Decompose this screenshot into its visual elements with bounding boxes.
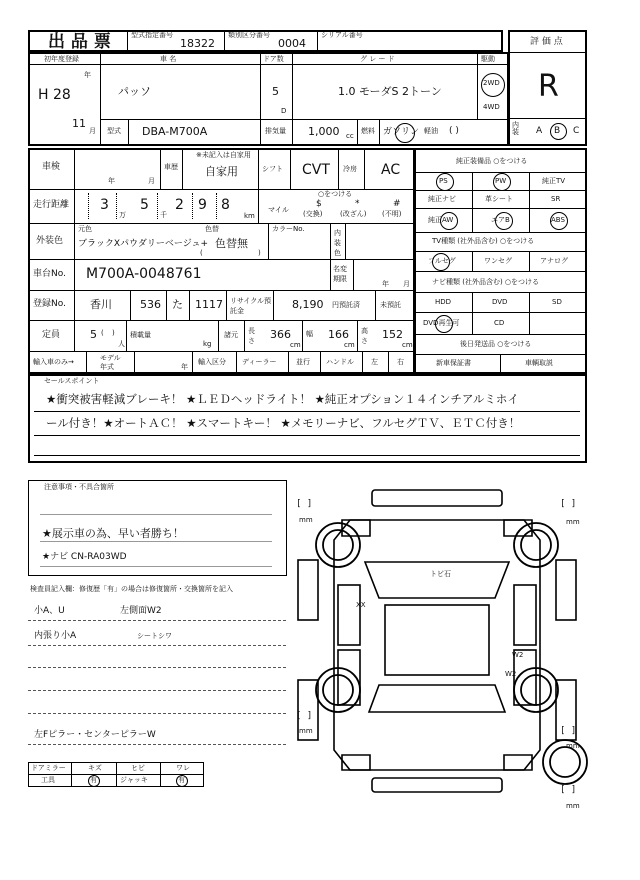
mileage-sen-unit: 千 xyxy=(160,211,167,219)
damage-mark-w2-a: W2 xyxy=(512,651,524,659)
recycle-none: 未預託 xyxy=(380,301,401,309)
color-orig-label: 元色 xyxy=(78,225,92,233)
history-note: ※未記入は自家用 xyxy=(196,151,251,159)
drive-label: 駆動 xyxy=(481,55,495,63)
reg-number: 1117 xyxy=(195,298,223,311)
doors-label: ドア数 xyxy=(263,55,284,63)
capacity-value: 5 xyxy=(90,328,97,341)
chassis-number: M700A-0048761 xyxy=(86,266,202,282)
tamper-option: (改ざん) xyxy=(340,210,367,218)
equip-ps: PS xyxy=(439,177,448,185)
history-value: 自家用 xyxy=(205,165,238,178)
tool-has: 有 xyxy=(90,776,97,784)
mileage-man-unit: 万 xyxy=(119,211,126,219)
month-unit: 月 xyxy=(89,127,96,135)
recycle-label: リサイクル預託金 xyxy=(230,297,272,315)
handle-label: ハンドル xyxy=(326,358,354,366)
length-label: 長さ xyxy=(248,327,255,345)
inspector-line-3: 左Fピラー・センターピラーW xyxy=(34,730,156,740)
diesel-label: 軽油 xyxy=(424,127,438,135)
chassis-label: 車台No. xyxy=(33,269,66,279)
navi-sd: SD xyxy=(552,298,562,306)
notes-line-2: ★ナビ CN-RA03WD xyxy=(42,552,127,562)
score-label: 評 価 点 xyxy=(530,37,563,47)
serial-label: シリアル番号 xyxy=(321,31,363,39)
dims-label: 諸元 xyxy=(224,331,238,339)
inspector-line-2-a: 内張り小A xyxy=(34,631,77,641)
grade-value: 1.0 モーダS 2トーン xyxy=(338,85,442,98)
equip-tv: 純正TV xyxy=(542,177,566,185)
door-suffix: D xyxy=(281,107,287,115)
docs-warranty: 新車保証書 xyxy=(436,359,471,367)
form-title: 出 品 票 xyxy=(48,32,111,52)
door-count: 5 xyxy=(272,85,279,98)
navi-header: ナビ種類 (社外品含む) ○をつける xyxy=(432,278,540,286)
color-change-value: 色替無 xyxy=(215,237,248,250)
history-label: 車歴 xyxy=(164,163,178,171)
tire-bracket-rl: [ ] xyxy=(296,711,313,721)
mileage-digit-5: 8 xyxy=(221,197,230,213)
tv-analog: アナログ xyxy=(540,257,568,265)
tire-bracket-spare: [ ] xyxy=(560,785,577,795)
height-unit: cm xyxy=(402,341,413,349)
displacement-unit: cc xyxy=(346,132,354,140)
shift-label: シフト xyxy=(262,165,283,173)
jack-has: 有 xyxy=(178,776,185,784)
tire-bracket-fr: [ ] xyxy=(560,499,577,509)
drive-4wd: 4WD xyxy=(483,103,500,111)
model-year-unit: 年 xyxy=(181,363,188,371)
docs-header: 後日発送品 ○をつける xyxy=(460,340,532,348)
name-change-month-unit: 月 xyxy=(403,280,410,288)
mileage-label: 走行距離 xyxy=(33,200,70,210)
color-value: ブラックXパウダリーベージュ+ xyxy=(78,239,209,249)
tire-mm-rr: mm xyxy=(566,742,580,750)
fuel-value: ガソリン xyxy=(383,127,420,137)
cooler-value: AC xyxy=(381,162,401,178)
navi-hdd: HDD xyxy=(435,298,452,306)
tool-label: 工具 xyxy=(41,776,55,784)
inspector-line-2-b: シートシワ xyxy=(137,632,172,640)
tools-header-scratch: キズ xyxy=(88,764,102,772)
recycle-unit: 円預託済 xyxy=(332,301,360,309)
width-unit: cm xyxy=(344,341,355,349)
mileage-digit-1: 3 xyxy=(100,197,109,213)
dealer-option: ディーラー xyxy=(242,358,277,366)
tools-header-crack: ヒビ xyxy=(131,764,145,772)
reg-class: 536 xyxy=(140,298,161,311)
vehicle-name: パッソ xyxy=(118,85,151,98)
score-value: R xyxy=(538,69,559,104)
width-value: 166 xyxy=(328,328,349,341)
model-label: 型式 xyxy=(107,127,121,135)
notes-line-1: ★展示車の為、早い者勝ち！ xyxy=(42,527,184,540)
equip-abs: ABS xyxy=(551,216,565,224)
unknown-symbol: # xyxy=(393,199,401,209)
cooler-label: 冷房 xyxy=(343,165,357,173)
interior-grade-label: 内装 xyxy=(512,121,519,136)
reg-area: 香川 xyxy=(90,298,112,311)
equip-aw: 純正AW xyxy=(428,216,454,224)
equipment-header: 純正装備品 ○をつける xyxy=(456,157,528,165)
tire-bracket-rr: [ ] xyxy=(560,726,577,736)
shaken-month-unit: 月 xyxy=(148,177,155,185)
category-label: 類別区分番号 xyxy=(228,31,270,39)
tire-mm-fr: mm xyxy=(566,518,580,526)
notes-label: 注意事項・不具合箇所 xyxy=(44,483,114,491)
first-reg-era: H 28 xyxy=(38,87,71,103)
vehicle-name-label: 車 名 xyxy=(160,55,177,63)
color-code-label: 色替 xyxy=(205,225,219,233)
model-year-label: モデル年式 xyxy=(100,354,121,371)
reg-kana: た xyxy=(172,298,183,311)
navi-dvd-play: DVD再生可 xyxy=(423,319,460,327)
damage-mark-stonechip: トビ石 xyxy=(430,570,451,578)
first-reg-label: 初年度登録 xyxy=(44,55,79,63)
sales-points-label: セールスポイント xyxy=(44,377,100,385)
shaken-label: 車検 xyxy=(42,162,61,172)
shift-value: CVT xyxy=(302,162,330,178)
capacity-label: 定員 xyxy=(42,330,61,340)
capacity-unit: 人 xyxy=(118,340,125,348)
interior-color-label: 内装色 xyxy=(334,229,341,257)
reg-label: 登録No. xyxy=(33,299,66,309)
docs-manual: 車輌取説 xyxy=(525,359,553,367)
recycle-amount: 8,190 xyxy=(292,298,324,311)
width-label: 幅 xyxy=(306,330,313,338)
mile-option: マイル xyxy=(268,206,289,214)
grade-label: グ レ ー ド xyxy=(360,55,395,63)
import-class-label: 輸入区分 xyxy=(198,358,226,366)
height-value: 152 xyxy=(382,328,403,341)
mileage-digit-3: 2 xyxy=(175,197,184,213)
load-unit: kg xyxy=(203,340,212,348)
tools-header-mirror: ドアミラー xyxy=(31,764,66,772)
length-unit: cm xyxy=(290,341,301,349)
equip-sr: SR xyxy=(551,195,561,203)
exchange-symbol: $ xyxy=(316,199,322,209)
type-cert-label: 型式指定番号 xyxy=(131,31,173,39)
unknown-option: (不明) xyxy=(382,210,402,218)
handle-right: 右 xyxy=(397,358,404,366)
model-code: DBA-M700A xyxy=(142,125,208,138)
mileage-km-unit: km xyxy=(244,212,255,220)
interior-grade-a: A xyxy=(536,126,543,136)
equip-pw: PW xyxy=(495,177,507,185)
mileage-digit-4: 9 xyxy=(198,197,207,213)
drive-2wd: 2WD xyxy=(483,79,500,87)
tamper-symbol: * xyxy=(355,199,360,209)
parallel-option: 並行 xyxy=(296,358,310,366)
handle-left: 左 xyxy=(371,358,378,366)
mileage-digit-2: 5 xyxy=(140,197,149,213)
displacement-value: 1,000 xyxy=(308,125,340,138)
tv-fullseg: フルセグ xyxy=(428,257,456,265)
import-label: 輸入車のみ→ xyxy=(33,358,74,366)
capacity-close-paren: ) xyxy=(112,329,115,337)
shaken-year-unit: 年 xyxy=(108,177,115,185)
color-label: 外装色 xyxy=(36,236,64,246)
color-change-open-paren: ( xyxy=(200,249,203,257)
damage-mark-xx: XX xyxy=(356,601,366,609)
fuel-other-paren: ( ) xyxy=(449,126,459,136)
tire-mm-fl: mm xyxy=(299,516,313,524)
name-change-label: 名変期限 xyxy=(333,265,347,283)
tv-header: TV種類 (社外品含む) ○をつける xyxy=(432,237,535,245)
inspector-line-1-b: 左側面W2 xyxy=(120,606,162,616)
sales-points-line-2: ール付き！★オートＡＣ！ ★スマートキー！ ★メモリーナビ、フルセグＴＶ、ＥＴＣ付き！ xyxy=(46,416,521,430)
capacity-open-paren: ( xyxy=(101,329,104,337)
damage-mark-w2-b: W2 xyxy=(505,670,517,678)
year-unit: 年 xyxy=(84,71,91,79)
category-number: 0004 xyxy=(278,37,306,50)
tire-mm-rl: mm xyxy=(299,727,313,735)
exchange-option: (交換) xyxy=(303,210,323,218)
equip-navi: 純正ナビ xyxy=(428,195,456,203)
color-change-close-paren: ) xyxy=(258,249,261,257)
load-label: 積載量 xyxy=(130,331,151,339)
sales-points-line-1: ★衝突被害軽減ブレーキ！ ★ＬＥＤヘッドライト！ ★純正オプション１４インチアルミホイ xyxy=(46,392,519,406)
height-label: 高さ xyxy=(361,327,368,345)
interior-grade-b: B xyxy=(554,126,561,136)
navi-cd: CD xyxy=(494,319,505,327)
navi-dvd: DVD xyxy=(492,298,508,306)
name-change-year-unit: 年 xyxy=(382,280,389,288)
first-reg-month: 11 xyxy=(72,117,86,130)
car-diagram xyxy=(290,480,640,820)
displacement-label: 排気量 xyxy=(265,127,286,135)
equip-leather: 革シート xyxy=(485,195,513,203)
fuel-label: 燃料 xyxy=(361,127,375,135)
interior-grade-c: C xyxy=(573,126,580,136)
inspector-label: 検査員記入欄：修復歴「有」の場合は修復箇所・交換箇所を記入 xyxy=(30,585,233,593)
equip-airbag: エアB xyxy=(491,216,510,224)
inspector-line-1-a: 小A、U xyxy=(34,606,65,616)
type-cert-number: 18322 xyxy=(180,37,215,50)
tire-bracket-fl: [ ] xyxy=(296,499,313,509)
tire-mm-spare: mm xyxy=(566,802,580,810)
tv-oneseg: ワンセグ xyxy=(484,257,512,265)
jack-label: ジャッキ xyxy=(120,776,148,784)
length-value: 366 xyxy=(270,328,291,341)
mile-note: ○をつける xyxy=(318,190,353,198)
color-no-label: カラーNo. xyxy=(272,225,305,233)
tools-header-break: ワレ xyxy=(176,764,190,772)
